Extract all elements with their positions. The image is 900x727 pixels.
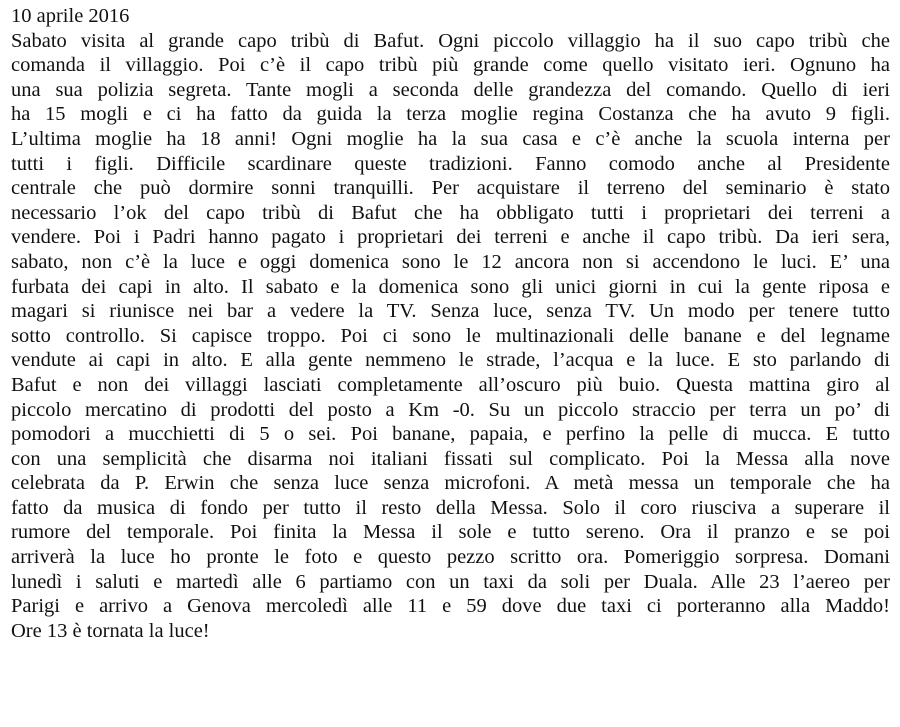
text-line: piccolo mercatino di prodotti del posto a Km -0. Su un piccolo straccio per terra un po’ di xyxy=(11,398,890,421)
document-date: 10 aprile 2016 xyxy=(11,5,130,27)
text-line: una sua polizia segreta. Tante mogli a seconda delle grandezza del comando. Quello di ieri xyxy=(11,78,890,101)
text-line: pomodori a mucchietti di 5 o sei. Poi banane, papaia, e perfino la pelle di mucca. E tutto xyxy=(11,423,890,446)
text-line: tutti i figli. Difficile scardinare queste tradizioni. Fanno comodo anche al Presidente xyxy=(11,152,890,175)
text-line: celebrata da P. Erwin che senza luce senza microfoni. A metà messa un temporale che ha xyxy=(11,472,890,495)
text-line: magari si riunisce nei bar a vedere la TV. Senza luce, senza TV. Un modo per tenere tutto xyxy=(11,300,890,323)
text-line: furbata dei capi in alto. Il sabato e la domenica sono gli unici giorni in cui la gente riposa e xyxy=(11,275,890,298)
text-line: arriverà la luce ho pronte le foto e questo pezzo scritto ora. Pomeriggio sorpresa. Domani xyxy=(11,546,890,569)
text-line: vendere. Poi i Padri hanno pagato i proprietari dei terreni e anche il capo tribù. Da ieri sera, xyxy=(11,226,890,249)
text-line: comanda il villaggio. Poi c’è il capo tribù più grande come quello visitato ieri. Ognuno ha xyxy=(11,54,890,77)
text-line: Bafut e non dei villaggi lasciati completamente all’oscuro più buio. Questa mattina giro al xyxy=(11,373,890,396)
text-line: Parigi e arrivo a Genova mercoledì alle 11 e 59 dove due taxi ci porteranno alla Maddo! xyxy=(11,595,890,618)
text-line: fatto da musica di fondo per tutto il resto della Messa. Solo il coro riusciva a superare il xyxy=(11,496,890,519)
text-line: lunedì i saluti e martedì alle 6 partiamo con un taxi da soli per Duala. Alle 23 l’aereo per xyxy=(11,570,890,593)
document-body xyxy=(11,29,890,644)
text-line: Ore 13 è tornata la luce! xyxy=(11,619,210,642)
text-line: centrale che può dormire sonni tranquilli. Per acquistare il terreno del seminario è stato xyxy=(11,177,890,200)
text-line: L’ultima moglie ha 18 anni! Ogni moglie ha la sua casa e c’è anche la scuola interna per xyxy=(11,127,890,150)
text-line: sotto controllo. Si capisce troppo. Poi ci sono le multinazionali delle banane e del legname xyxy=(11,324,890,347)
text-line: con una semplicità che disarma noi italiani fissati sul complicato. Poi la Messa alla nove xyxy=(11,447,890,470)
text-line: necessario l’ok del capo tribù di Bafut che ha obbligato tutti i proprietari dei terreni a xyxy=(11,201,890,224)
text-line: rumore del temporale. Poi finita la Messa il sole e tutto sereno. Ora il pranzo e se poi xyxy=(11,521,890,544)
text-line: sabato, non c’è la luce e oggi domenica sono le 12 ancora non si accendono le luci. E’ una xyxy=(11,250,890,273)
text-line: Sabato visita al grande capo tribù di Bafut. Ogni piccolo villaggio ha il suo capo tribù che xyxy=(11,29,890,52)
text-line: vendute ai capi in alto. E alla gente nemmeno le strade, l’acqua e la luce. E sto parlando di xyxy=(11,349,890,372)
text-line: ha 15 mogli e ci ha fatto da guida la terza moglie regina Costanza che ha avuto 9 figli. xyxy=(11,103,890,126)
